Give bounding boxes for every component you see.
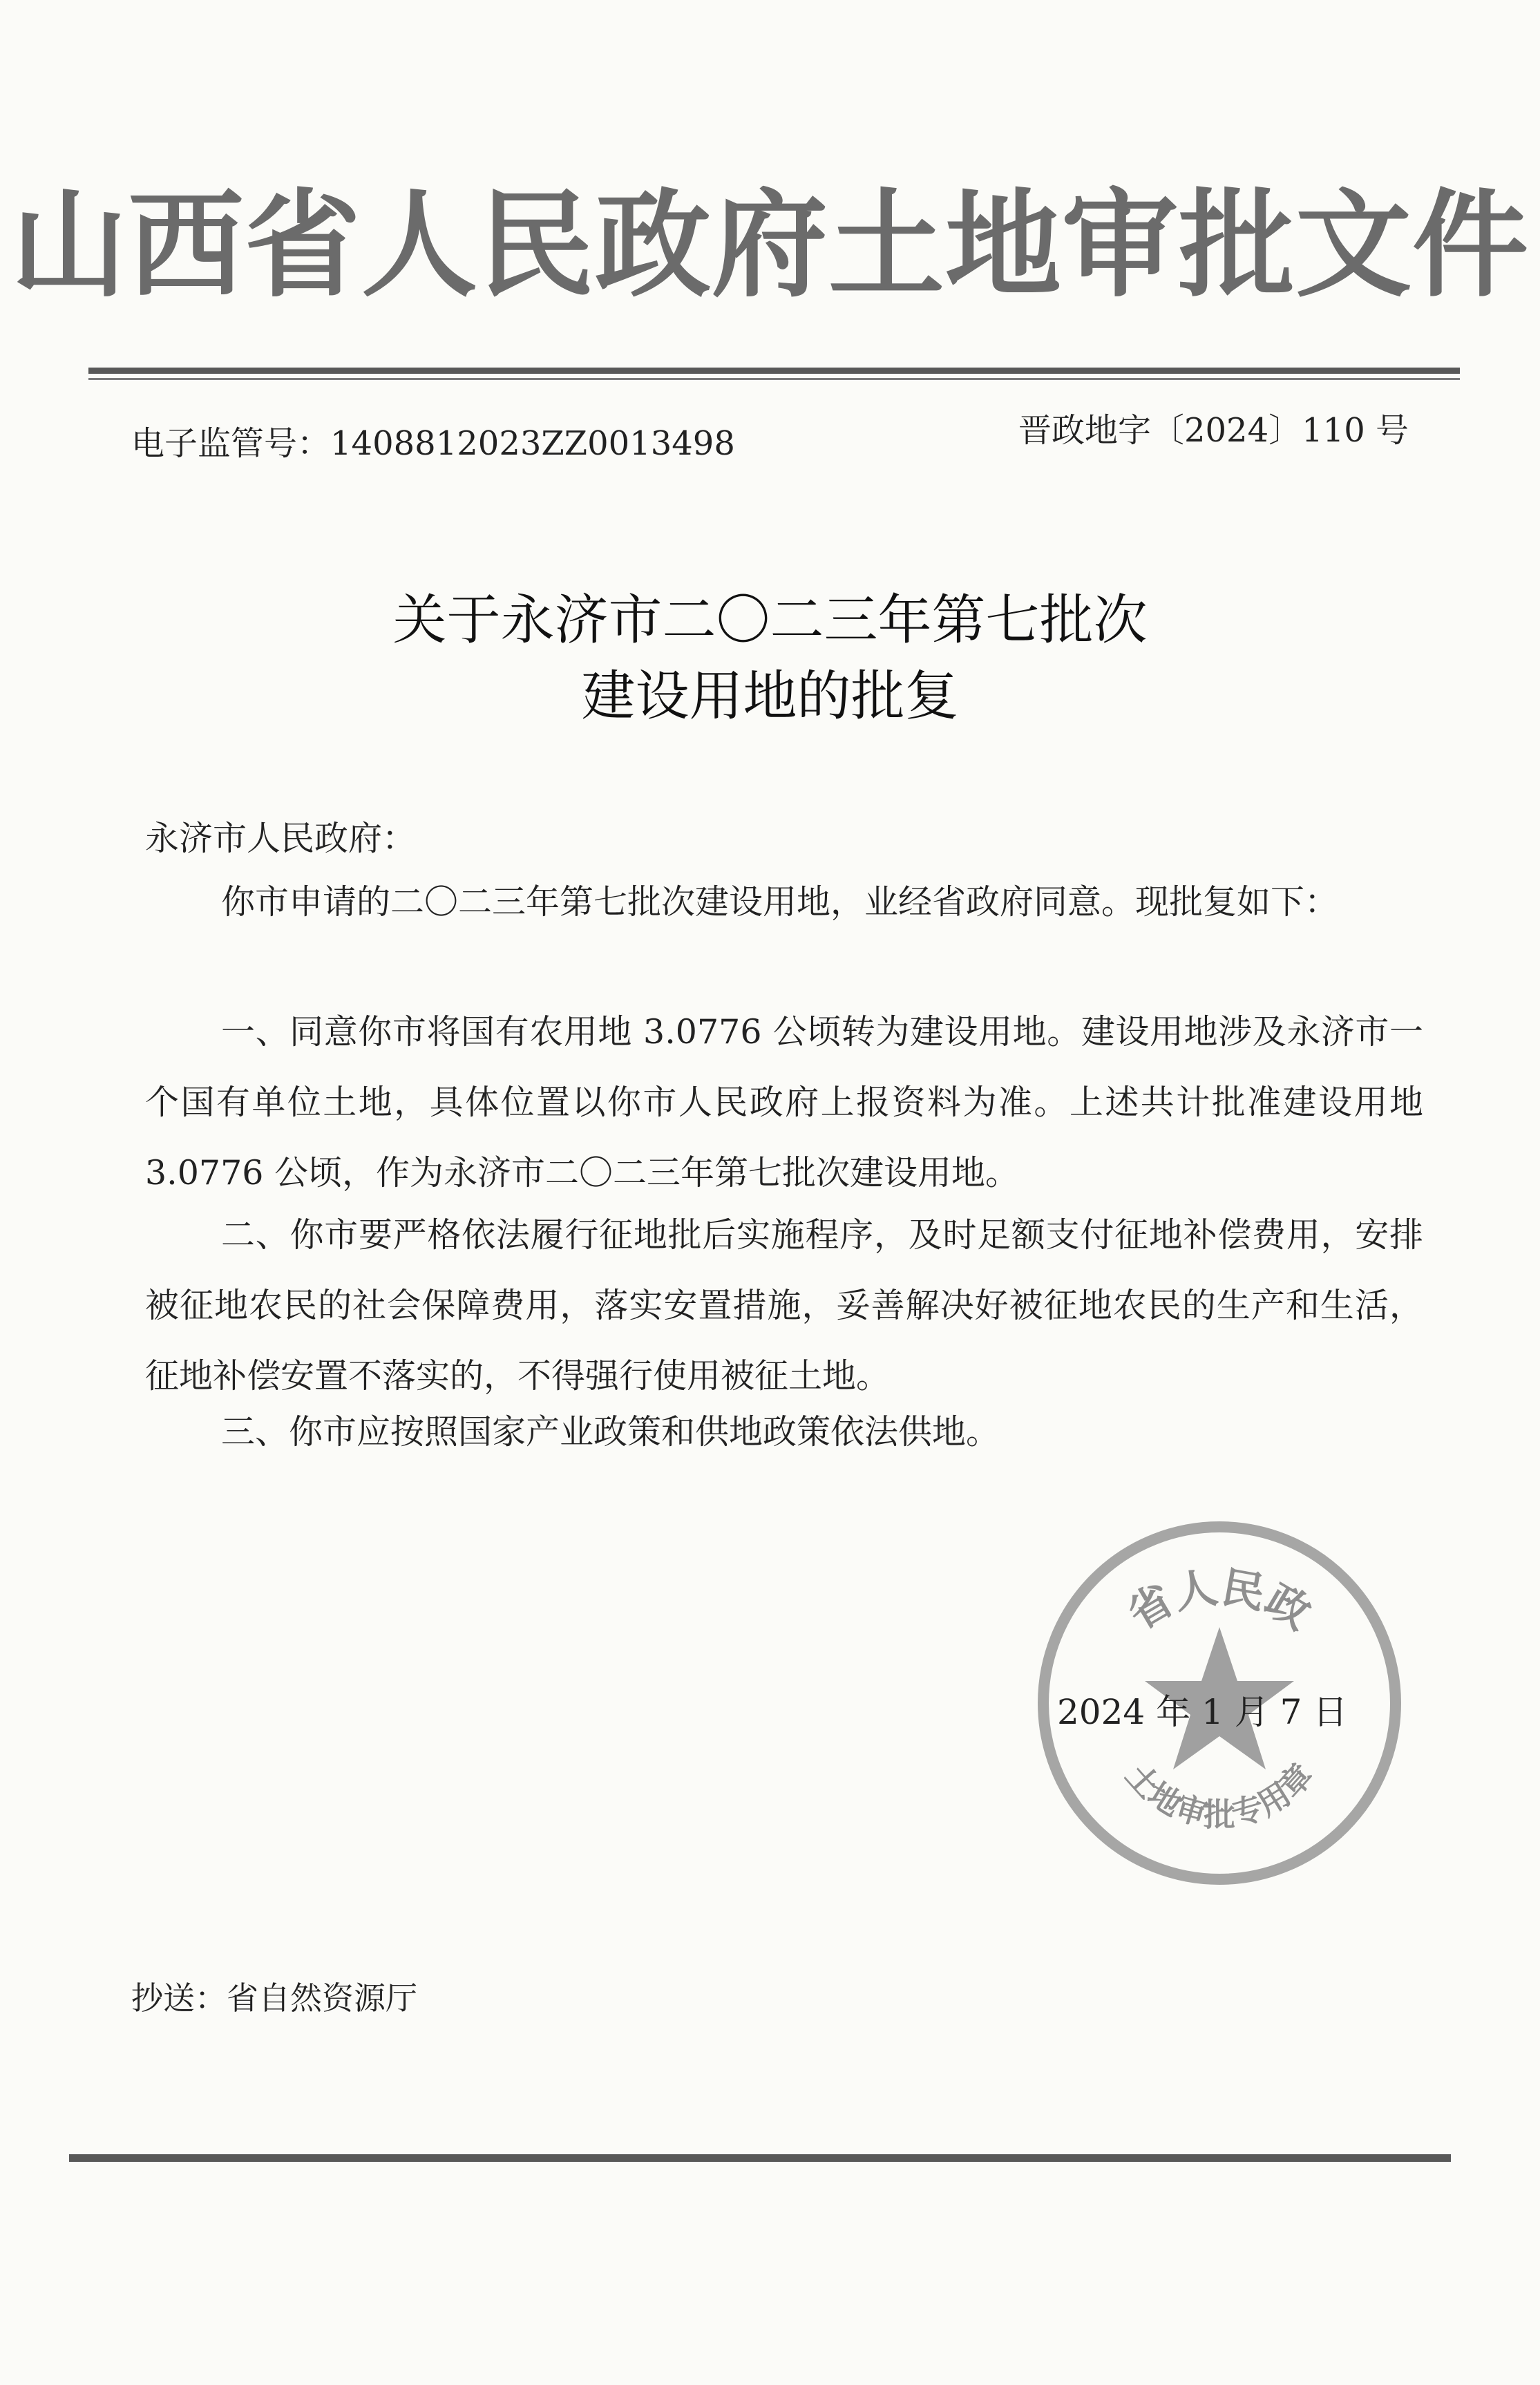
supervision-number: 电子监管号：1408812023ZZ0013498 [131,424,735,463]
seal-top-text: 省人民政 [1119,1561,1320,1640]
paragraph-intro: 你市申请的二〇二三年第七批次建设用地，业经省政府同意。现批复如下： [221,882,1339,922]
header-divider-thick [88,368,1460,374]
document-title-line2: 建设用地的批复 [581,665,959,728]
footer-divider [69,2154,1451,2162]
document-title-line1: 关于永济市二〇二三年第七批次 [392,589,1148,652]
seal-bottom-text: 土地审批专用章 [1118,1756,1321,1834]
svg-text:土地审批专用章 [1119,1756,1320,1833]
header-divider-thin [88,378,1460,380]
paragraph-item-1: 一、同意你市将国有农用地 3.0776 公顷转为建设用地。建设用地涉及永济市一个国有单位土地，具体位置以你市人民政府上报资料为准。上述共计批准建设用地 3.0776 公顷，作为永济市二〇二三年第七批次建设用地。 [145,1012,1423,1192]
cc-recipients: 抄送：省自然资源厅 [131,1979,417,2017]
salutation: 永济市人民政府： [145,819,417,858]
issue-date: 2024 年 1 月 7 日 [1057,1692,1348,1732]
paragraph-item-3: 三、你市应按照国家产业政策和供地政策依法供地。 [221,1412,1000,1452]
document-number: 晋政地字〔2024〕110 号 [1018,411,1409,450]
document-header-title: 山西省人民政府土地审批文件 [11,178,1529,313]
paragraph-item-2: 二、你市要严格依法履行征地批后实施程序，及时足额支付征地补偿费用，安排被征地农民的社会保障费用，落实安置措施，妥善解决好被征地农民的生产和生活，征地补偿安置不落实的，不得强行使用被征土地。 [145,1215,1423,1396]
